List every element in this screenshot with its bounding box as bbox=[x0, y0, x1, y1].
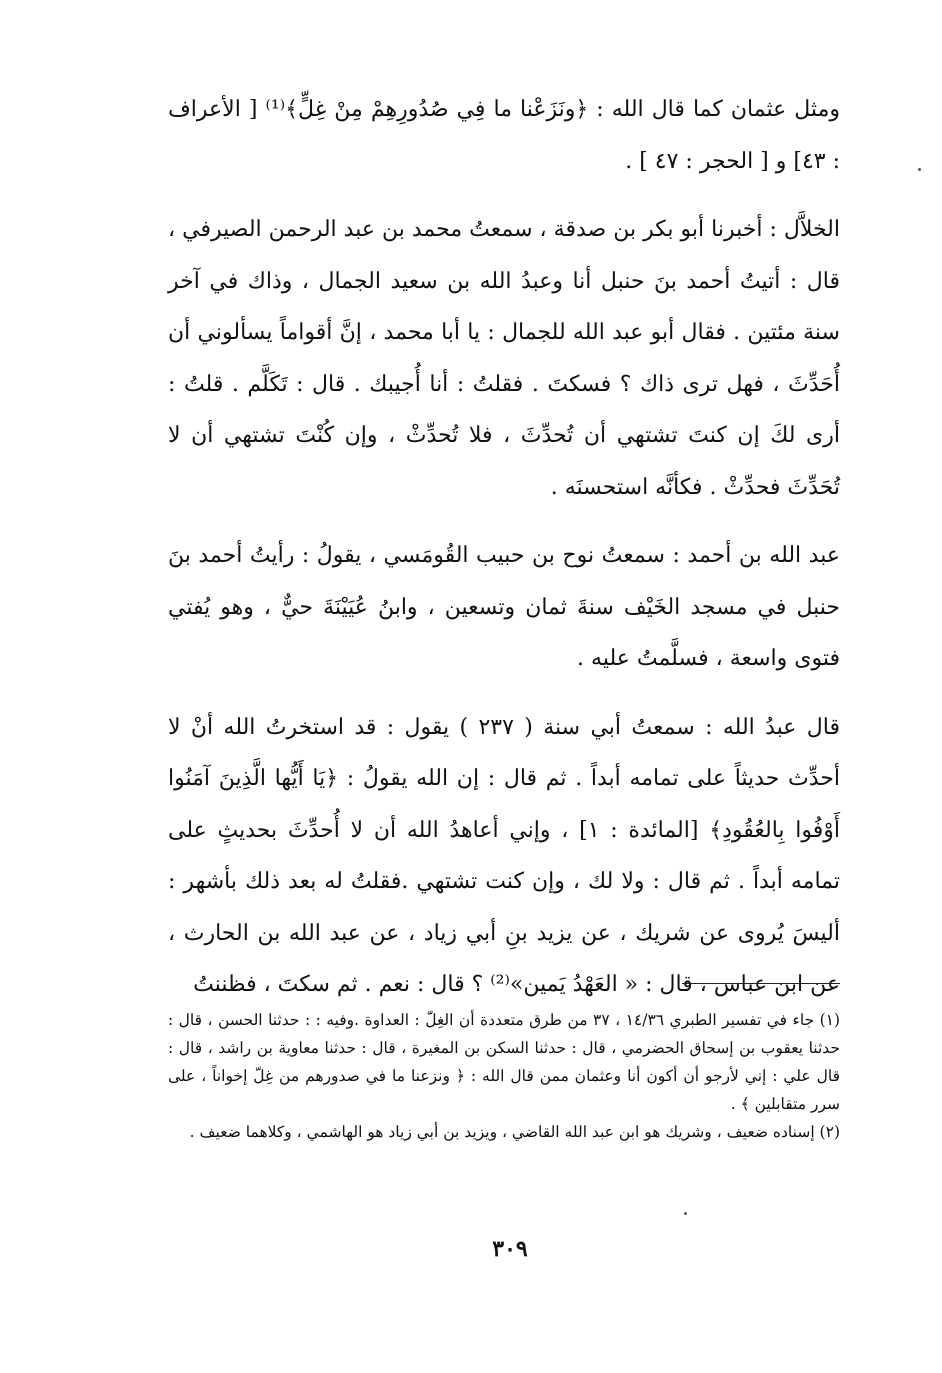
footnote-separator bbox=[682, 983, 840, 984]
paragraph-1: ومثل عثمان كما قال الله : ﴿ونَزَعْنا ما فِي صُدُورِهِمْ مِنْ غِلٍّ﴾⁽¹⁾ [ الأعراف : ٤٣] و [ الحجر : ٤٧ ] . bbox=[168, 97, 840, 174]
scan-speck bbox=[918, 168, 921, 171]
paragraph-2: الخلاَّل : أخبرنا أبو بكر بن صدقة ، سمعتُ محمد بن عبد الرحمن الصيرفي ، قال : أتيتُ أحمد بنَ حنبل أنا وعبدُ الله بن سعيد الجمال ، وذاك في آخر سنة مئتين . فقال أبو عبد الله للجمال : يا أبا محمد ، إنَّ أقواماً يسألوني أن أُحَدِّثَ ، فهل ترى ذاك ؟ فسكتَ . فقلتُ : أنا أُجيبك . قال : تَكَلَّم . قلتُ : أرى لكَ إن كنتَ تشتهي أن تُحدِّثَ ، فلا تُحدِّثْ ، وإن كُنْتَ تشتهي أن لا تُحَدِّثَ فحدِّثْ . فكأنَّه استحسنَه . bbox=[168, 217, 840, 500]
paragraph-4: قال عبدُ الله : سمعتُ أبي سنة ( ٢٣٧ ) يقول : قد استخرتُ الله أنْ لا أحدِّث حديثاً على تمامه أبداً . ثم قال : إن الله يقولُ : ﴿يَا أَيُّها الَّذِينَ آمَنُوا أَوْفُوا بِالعُقُودِ﴾ [المائدة : ١] ، وإني أعاهدُ الله أن لا أُحدِّثَ بحديثٍ على تمامه أبداً . ثم قال : ولا لك ، وإن كنت تشتهي .فقلتُ له بعد ذلك بأشهر : أليسَ يُروى عن شريك ، عن يزيد بنِ أبي زياد ، عن عبد الله بن الحارث ، عن ابن عباس ، قال : « العَهْدُ يَمين»⁽²⁾ ؟ قال : نعم . ثم سكتَ ، فظننتُ bbox=[168, 714, 840, 997]
footnotes bbox=[168, 1006, 840, 1146]
paragraph-3: عبد الله بن أحمد : سمعتُ نوح بن حبيب القُومَسي ، يقولُ : رأيتُ أحمد بنَ حنبل في مسجد الخَيْف سنةَ ثمان وتسعين ، وابنُ عُيَيْنَةَ حيٌّ ، وهو يُفتي فتوى واسعة ، فسلَّمتُ عليه . bbox=[168, 543, 840, 671]
page-number: ٣٠٩ bbox=[492, 1236, 528, 1262]
footnote-1: (١) جاء في تفسير الطبري ١٤/٣٦ ، ٣٧ من طرق متعددة أن الغِلّ : العداوة .وفيه : : حدثنا الحسن ، قال : حدثنا يعقوب بن إسحاق الحضرمي ، قال : حدثنا السكن بن المغيرة ، قال : حدثنا معاوية بن راشد ، قال : قال علي : إني لأرجو أن أكون أنا وعثمان ممن قال الله : ﴿ ونزعنا ما في صدورهم من غِلّ إخواناً ، على سرر متقابلين ﴾ . bbox=[168, 1011, 841, 1113]
main-text bbox=[168, 84, 840, 1011]
footnote-2: (٢) إسناده ضعيف ، وشريك هو ابن عبد الله القاضي ، ويزيد بن أبي زياد هو الهاشمي ، وكلاهما ضعيف . bbox=[189, 1123, 840, 1141]
scan-speck bbox=[684, 1212, 687, 1215]
